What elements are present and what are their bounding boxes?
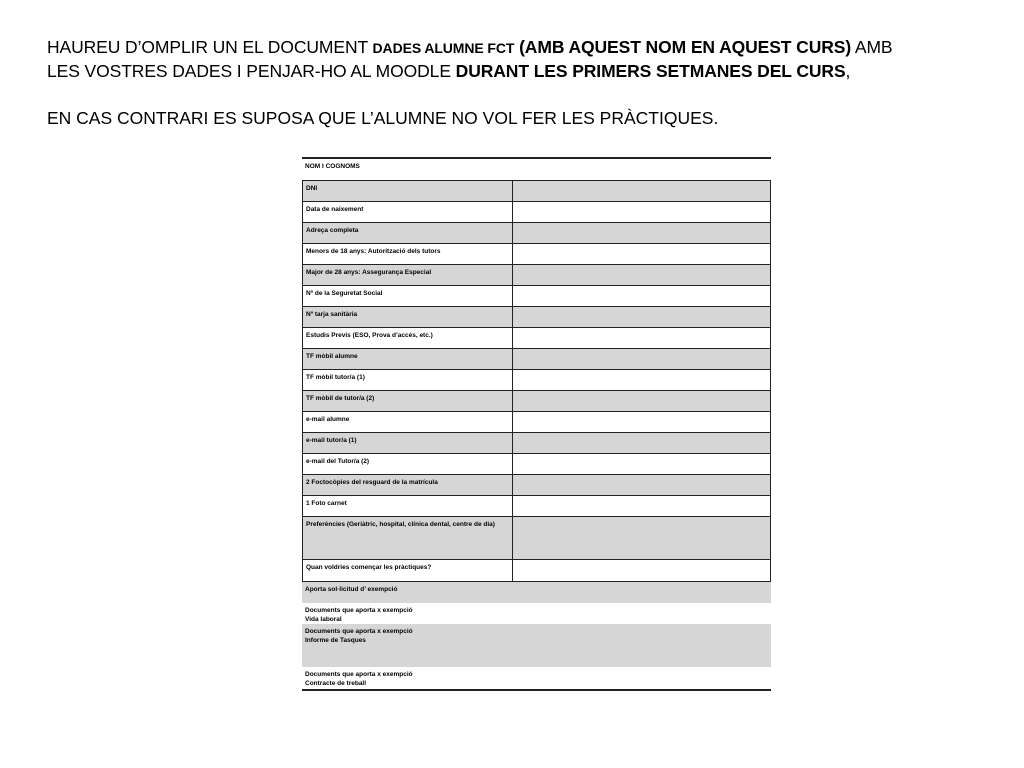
- exemption-label: [302, 603, 771, 624]
- form-row: [302, 202, 771, 223]
- form-row: [302, 433, 771, 454]
- form-row: [302, 560, 771, 582]
- form-row: [302, 391, 771, 412]
- field-label: TF mòbil tutor/a (1): [306, 374, 365, 381]
- instructions-paragraph: [47, 36, 977, 83]
- field-value-input[interactable]: [512, 307, 770, 327]
- field-value-input[interactable]: [512, 517, 770, 559]
- field-label: Major de 28 anys: Assegurança Especial: [306, 269, 432, 276]
- field-label: Nº de la Seguretat Social: [306, 290, 383, 297]
- exemption-label-line: Vida laboral: [305, 616, 342, 623]
- instructions-text: HAUREU D’OMPLIR UN EL DOCUMENT: [47, 37, 373, 57]
- form-row: [302, 349, 771, 370]
- instructions-text: LES VOSTRES DADES I PENJAR-HO AL MOODLE: [47, 61, 456, 81]
- field-label: TF mòbil alumne: [306, 353, 358, 360]
- form-header-row: [302, 159, 771, 181]
- field-label: 1 Foto carnet: [306, 500, 347, 507]
- field-label: e-mail del Tutor/a (2): [306, 458, 370, 465]
- field-label: e-mail alumne: [306, 416, 350, 423]
- field-label: Menors de 18 anys: Autorització dels tutors: [306, 248, 441, 255]
- field-value-input[interactable]: [512, 328, 770, 348]
- form-row: [302, 181, 771, 202]
- field-label: TF mòbil de tutor/a (2): [306, 395, 375, 402]
- field-label: 2 Foctocòpies del resguard de la matrícula: [306, 479, 438, 486]
- form-row: [302, 244, 771, 265]
- form-row: [302, 496, 771, 517]
- field-value-input[interactable]: [512, 223, 770, 243]
- exemption-label-line: Informe de Tasques: [305, 637, 366, 644]
- field-value-input[interactable]: [512, 391, 770, 411]
- form-row: [302, 370, 771, 391]
- field-label: Nº tarja sanitària: [306, 311, 358, 318]
- form-row: [302, 286, 771, 307]
- form-row: [302, 265, 771, 286]
- field-value-input[interactable]: [512, 475, 770, 495]
- exemption-label: [302, 624, 771, 667]
- instructions-line-1: [47, 36, 977, 60]
- field-label: Preferències (Geriàtric, hospital, clínica dental, centre de dia): [306, 521, 495, 528]
- field-value-input[interactable]: [512, 202, 770, 222]
- field-value-input[interactable]: [512, 496, 770, 516]
- field-value-input[interactable]: [512, 265, 770, 285]
- form-row: [302, 412, 771, 433]
- field-label: Estudis Previs (ESO, Prova d’accés, etc.): [306, 332, 433, 339]
- field-label: Quan voldries començar les pràctiques?: [306, 564, 432, 571]
- warning-text: EN CAS CONTRARI ES SUPOSA QUE L’ALUMNE NO VOL FER LES PRÀCTIQUES.: [47, 108, 719, 128]
- field-label: e-mail tutor/a (1): [306, 437, 357, 444]
- exemption-label-line: Contracte de treball: [305, 680, 367, 687]
- field-label: Adreça completa: [306, 227, 359, 234]
- field-value-input[interactable]: [512, 286, 770, 306]
- field-value-input[interactable]: [512, 370, 770, 390]
- instructions-text: AMB: [851, 37, 893, 57]
- exemption-row: [302, 667, 771, 689]
- form-row: [302, 454, 771, 475]
- field-label: Data de naixement: [306, 206, 364, 213]
- instructions-text: ,: [845, 61, 851, 81]
- field-label: DNI: [306, 185, 318, 192]
- exemption-label-line: Documents que aporta x exempció: [305, 607, 413, 614]
- field-value-input[interactable]: [512, 349, 770, 369]
- exemption-row: [302, 582, 771, 603]
- field-value-input[interactable]: [512, 454, 770, 474]
- field-value-input[interactable]: [512, 244, 770, 264]
- form-row: [302, 328, 771, 349]
- form-row: [302, 223, 771, 244]
- document-name: DADES ALUMNE FCT: [372, 40, 515, 56]
- exemption-label-line: Documents que aporta x exempció: [305, 671, 413, 678]
- form-header-label: NOM I COGNOMS: [305, 163, 360, 170]
- exemption-row: [302, 624, 771, 667]
- exemption-label: [302, 667, 771, 689]
- field-value-input[interactable]: [512, 412, 770, 432]
- field-value-input[interactable]: [512, 560, 770, 581]
- exemption-label: [302, 582, 771, 603]
- field-value-input[interactable]: [512, 181, 770, 201]
- exemption-row: [302, 603, 771, 624]
- exemption-label-line: Aporta sol·licitud d’ exempció: [305, 586, 398, 593]
- student-data-form: [302, 157, 771, 691]
- deadline-note: DURANT LES PRIMERS SETMANES DEL CURS: [455, 61, 846, 81]
- field-value-input[interactable]: [512, 433, 770, 453]
- instructions-line-2: [47, 60, 977, 83]
- naming-note: (AMB AQUEST NOM EN AQUEST CURS): [514, 37, 852, 57]
- form-row-preferences: [302, 517, 771, 560]
- form-row: [302, 307, 771, 328]
- exemption-label-line: Documents que aporta x exempció: [305, 628, 413, 635]
- form-row: [302, 475, 771, 496]
